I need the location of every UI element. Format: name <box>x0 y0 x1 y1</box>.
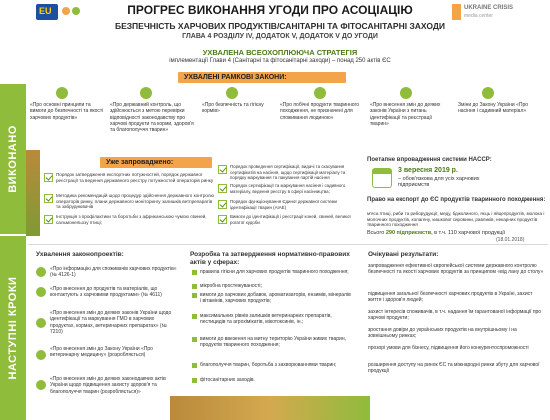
document-icon <box>36 267 46 277</box>
strategy-subtitle: імплементації Глави 4 (Санітарні та фітосанітарні заходи) – понад 250 актів ЄС <box>169 58 391 64</box>
draft-law-item: «Про внесення змін до Закону України «Про ветеринарну медицину» (розробляється) <box>50 346 153 359</box>
results-heading: Очікувані результати: <box>368 251 439 258</box>
result-item: зростання довіри до українських продуктів на внутрішньому і на зовнішньому ринках; <box>368 327 517 340</box>
draft-law-item: «Про внесення змін до деяких законів України щодо ідентифікації та маркування ГМО в харчових продуктах, кормах, ветеринарних препаратах» (№ 7210) <box>50 310 172 335</box>
checkbox-icon <box>44 215 53 224</box>
norm-act-item: фітосанітарних заходів. <box>192 377 352 383</box>
section-divider <box>28 244 548 245</box>
thumbs-up-icon <box>400 87 412 99</box>
uacrisis-logo-line1: UKRAINE CRISIS <box>464 5 514 11</box>
introduced-item: Порядок сертифікації та маркування насіння і садивного матеріалу, ведення реєстру в сфері насінництва; <box>218 183 353 194</box>
export-total: Всього 290 підприємств, в т.ч. 110 харчової продукції <box>367 230 506 236</box>
introduced-item: Порядок функціонування Єдиної державної системи ідентифікації тварин (АІАЕ) <box>218 199 353 210</box>
gmo-icon <box>36 318 46 328</box>
food-products-image <box>170 396 370 420</box>
sidebar-done-label: ВИКОНАНО <box>7 125 19 193</box>
introduced-heading: Уже запроваджено: <box>100 157 212 168</box>
checkbox-icon <box>44 173 53 182</box>
export-text: м'яса птиці, риби та риборудукції, меду, бджолиного, яєць і яйцепродуктів, молока і молочних продуктів, колагену, кишкової сировини, равликів, некарних продуктів тваринного походження <box>367 211 545 228</box>
haccp-heading: Поетапне впровадження системи HACCP: <box>367 157 492 163</box>
haccp-text: – обов'язкова для усіх харчових підприємств <box>398 176 480 188</box>
result-item: підвищення загальної безпечності харчових продуктів в Україні, захист життя і здоров'я людей; <box>368 291 533 304</box>
norm-act-item: вимоги до ввезення на митну територію України живих тварин, продуктів тваринного походження; <box>192 336 352 349</box>
sidebar-next <box>0 236 26 420</box>
framework-item: «Про внесення змін до деяких законів України з питань ідентифікації та реєстрації тварин» <box>370 102 441 127</box>
calendar-icon <box>372 168 392 188</box>
draft-law-item: «Про внесення до продуктів та матеріалів, що контактують з харчовими продуктами» (№ 4611) <box>50 286 162 299</box>
export-heading: Право на експорт до ЄС продуктів тваринного походження: <box>367 197 546 203</box>
export-updated: (18.01.2018) <box>496 237 525 243</box>
draft-law-item: «Про внесення змін до деяких законодавчих актів України щодо підвищення захисту здоров'я та благополуччя тварин (розробляється)» <box>50 376 166 395</box>
framework-row <box>30 85 550 153</box>
draft-law-item: «Про інформацію для споживачів харчових продуктів» (№ 4126-1) <box>50 266 177 279</box>
framework-item: «Про державний контроль, що здійснюється з метою перевірки відповідності законодавству про харчові продукти та корми, здоров'я та благополуччя тварин» <box>110 102 194 133</box>
introduced-item: Порядок проведення сертифікації, видачі та скасування сертифікатів на насіння, щодо сертифікації матеріалу та порядку маркування та пакування партій насіння <box>218 164 353 181</box>
result-item: прозорі умови для бізнесу, підвищення його конкурентоспроможності <box>368 345 529 351</box>
norm-act-item: мікробна простежуваності; <box>192 283 352 289</box>
chapter-line: ГЛАВА 4 РОЗДІЛУ IV, ДОДАТОК V, ДОДАТОК V ДО УГОДИ <box>182 33 378 40</box>
checkbox-icon <box>218 215 227 224</box>
thumbs-up-icon <box>140 87 152 99</box>
framework-item: «Про побічні продукти тваринного походження, не призначені для споживання людиною» <box>280 102 359 121</box>
thumbs-up-icon <box>56 87 68 99</box>
introduced-item: Інструкція з профілактики та боротьби з африканською чумою свиней, сальмонельозу птиці; <box>44 214 214 225</box>
checkbox-icon <box>218 200 227 209</box>
introduced-item: Вимоги до ідентифікації і реєстрації коней, свиней, великої рогатої худоби <box>218 214 353 225</box>
norm-act-item: вимоги до харчових добавок, ароматизаторів, ензимів, мінералів і вітамінів, харчових продуктів; <box>192 292 352 305</box>
norm-act-item: правила гігієни для харчових продуктів тваринного походження; <box>192 269 352 275</box>
sidebar-next-label: НАСТУПНІ КРОКИ <box>7 276 19 380</box>
document-icon <box>36 287 46 297</box>
thumbs-up-icon <box>314 87 326 99</box>
norm-act-item: благополуччя тварин, боротьба з захворюваннями тварин; <box>192 362 352 368</box>
page-subtitle: БЕЗПЕЧНІСТЬ ХАРЧОВИХ ПРОДУКТІВ/САНІТАРНІ ТА ФІТОСАНІТАРНІ ЗАХОДИ <box>114 21 446 31</box>
eu-logo-text: EU <box>39 6 52 16</box>
framework-heading: УХВАЛЕНІ РАМКОВІ ЗАКОНИ: <box>178 72 346 83</box>
draft-laws-heading: Ухвалення законопроектів: <box>36 251 124 258</box>
uacrisis-logo-line2: media center <box>464 13 493 19</box>
introduced-item: Порядок затвердження експортних потужностей, порядок державної реєстрації та ведення державного реєстру потужностей операторів ринку <box>44 172 214 183</box>
checkbox-icon <box>44 194 53 203</box>
thumbs-up-icon <box>482 87 494 99</box>
norm-acts-heading: Розробка та затвердження нормативно-правових актів у сферах: <box>190 251 350 266</box>
introduced-item: Методика рекомендацій щодо процедур здійснення державного контролю операторів ринку, плани державного моніторингу залишків ветпрепаратів та забруднювачів <box>44 193 214 210</box>
field-image <box>26 150 40 236</box>
thumbs-up-icon <box>226 87 238 99</box>
strategy-title: УХВАЛЕНА ВСЕОХОПЛЮЮЧА СТРАТЕГІЯ <box>202 48 358 57</box>
result-item: розширення доступу на ринок ЄС та міжнародні ринки збуту для харчової продукції <box>368 362 540 375</box>
framework-item: «Про основні принципи та вимоги до безпечності та якості харчових продуктів» <box>30 102 104 121</box>
result-item: запровадження ефективної європейської системи державного контролю безпечності та якості харчових продуктів за принципом «від лану до столу» <box>368 263 544 276</box>
haccp-date: 3 вересня 2019 р. <box>398 167 458 174</box>
sidebar-done <box>0 84 26 234</box>
framework-item: Зміни до Закону України «Про насіння і садивний матеріал» <box>458 102 529 115</box>
eu-logo <box>36 4 92 22</box>
page-title: ПРОГРЕС ВИКОНАННЯ УГОДИ ПРО АСОЦІАЦІЮ <box>127 3 413 17</box>
norm-act-item: максимальних рівнів залишків ветеринарних препаратів, пестицидів та агрохімікатів, мікотоксинів, ін.; <box>192 313 352 326</box>
framework-item: «Про безпечність та гігієну кормів» <box>202 102 264 115</box>
checkbox-icon <box>218 184 227 193</box>
result-item: захист інтересів споживачів, в т.ч. надання їм гарантованої інформації про харчові продукти; <box>368 309 542 322</box>
animal-icon <box>36 380 46 390</box>
checkbox-icon <box>218 165 227 174</box>
veterinary-icon <box>36 350 46 360</box>
